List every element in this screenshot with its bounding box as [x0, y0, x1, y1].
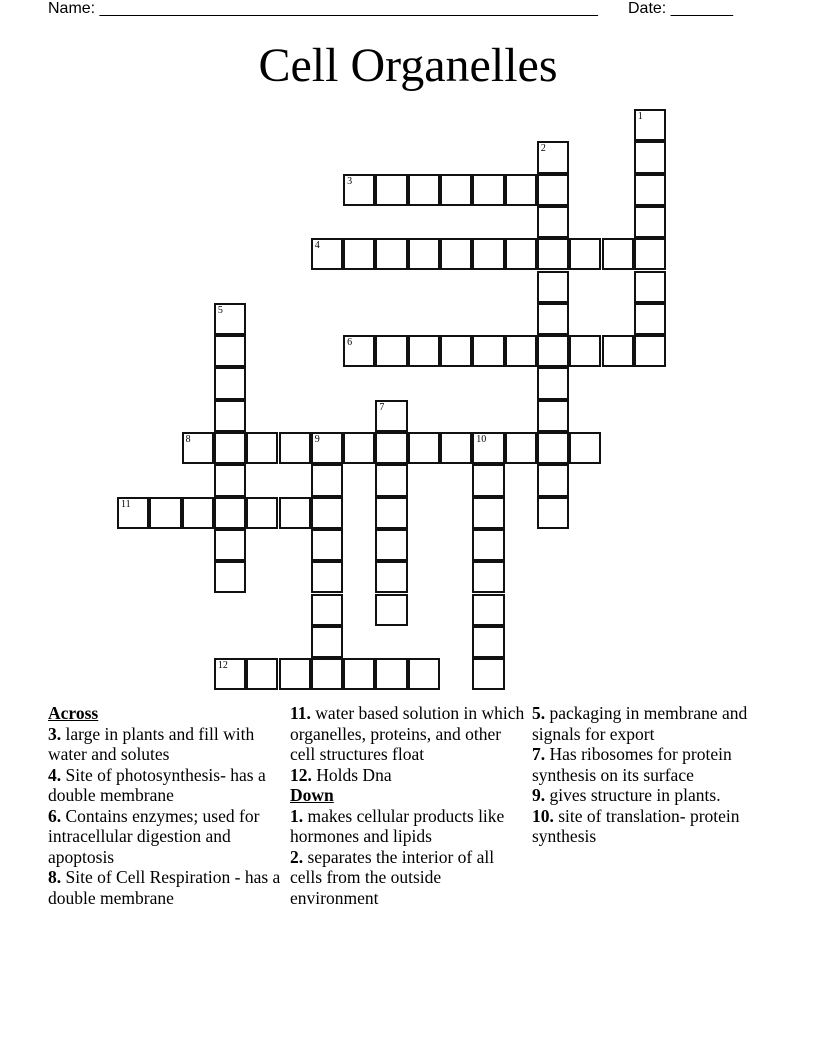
grid-cell[interactable]	[408, 335, 440, 367]
grid-cell[interactable]	[343, 658, 375, 690]
grid-cell[interactable]	[505, 335, 537, 367]
clue-text: large in plants and fill with water and solutes	[48, 723, 255, 764]
grid-cell[interactable]	[214, 497, 246, 529]
clue-number-label: 6	[347, 337, 353, 349]
clue-text: water based solution in which organelles, proteins, and other cell structures float	[290, 703, 525, 764]
down-clue	[290, 847, 530, 909]
clue-text: Contains enzymes; used for intracellular digestion and apoptosis	[48, 805, 260, 867]
grid-cell[interactable]	[214, 400, 246, 432]
clue-number-label: 9	[314, 434, 320, 445]
clue-text: site of translation- protein synthesis	[532, 805, 740, 846]
grid-cell[interactable]	[472, 174, 504, 206]
grid-cell[interactable]	[634, 206, 666, 238]
grid-cell[interactable]	[375, 174, 407, 206]
clue-number-label: 1	[637, 111, 643, 122]
grid-cell[interactable]	[537, 432, 569, 464]
grid-cell[interactable]	[569, 238, 601, 270]
clue-number: 11.	[290, 703, 311, 723]
grid-cell[interactable]	[537, 238, 569, 270]
grid-cell[interactable]	[408, 174, 440, 206]
grid-cell[interactable]	[246, 658, 278, 690]
grid-cell[interactable]	[311, 238, 343, 270]
across-heading: Across	[48, 703, 99, 723]
clue-number: 8.	[48, 867, 62, 887]
grid-cell[interactable]	[375, 497, 407, 529]
name-line[interactable]: ________________________________________________________	[99, 0, 598, 17]
down-clue	[532, 806, 762, 847]
grid-cell[interactable]	[214, 464, 246, 496]
grid-cell[interactable]	[472, 238, 504, 270]
grid-cell[interactable]	[375, 529, 407, 561]
clue-number-label: 3	[347, 175, 353, 187]
grid-cell[interactable]	[375, 238, 407, 270]
grid-cell[interactable]	[569, 335, 601, 367]
down-heading: Down	[290, 785, 334, 805]
grid-cell[interactable]	[602, 335, 634, 367]
grid-cell[interactable]	[537, 497, 569, 529]
grid-cell[interactable]	[343, 335, 375, 367]
clue-number: 12.	[290, 764, 312, 785]
date-field[interactable]	[628, 0, 733, 18]
grid-cell[interactable]	[634, 109, 666, 141]
grid-cell[interactable]	[472, 529, 504, 561]
grid-cell[interactable]	[440, 174, 472, 206]
clue-text: makes cellular products like hormones and lipids	[290, 805, 505, 846]
grid-cell[interactable]	[343, 174, 375, 206]
clue-number: 9.	[532, 785, 546, 805]
grid-cell[interactable]	[279, 497, 311, 529]
grid-cell[interactable]	[440, 238, 472, 270]
grid-cell[interactable]	[472, 497, 504, 529]
across-clue	[290, 765, 530, 786]
clue-number: 7.	[532, 744, 546, 764]
grid-cell[interactable]	[537, 174, 569, 206]
grid-cell[interactable]	[214, 303, 246, 335]
grid-cell[interactable]	[472, 464, 504, 496]
grid-cell[interactable]	[246, 497, 278, 529]
clue-text: Holds Dna	[311, 764, 392, 785]
grid-cell[interactable]	[537, 335, 569, 367]
grid-cell[interactable]	[214, 367, 246, 399]
clue-number: 2.	[290, 846, 304, 867]
clue-text: separates the interior of all cells from the outside environment	[290, 846, 495, 908]
grid-cell[interactable]	[472, 594, 504, 626]
grid-cell[interactable]	[634, 174, 666, 206]
clue-number: 6.	[48, 805, 62, 826]
grid-cell[interactable]	[311, 594, 343, 626]
grid-cell[interactable]	[408, 658, 440, 690]
across-clue	[290, 703, 530, 765]
grid-cell[interactable]	[537, 303, 569, 335]
grid-cell[interactable]	[537, 206, 569, 238]
grid-cell[interactable]	[408, 432, 440, 464]
across-clue	[48, 806, 288, 868]
grid-cell[interactable]	[472, 658, 504, 690]
grid-cell[interactable]	[634, 271, 666, 303]
grid-cell[interactable]	[375, 561, 407, 593]
clue-number: 10.	[532, 805, 554, 826]
grid-cell[interactable]	[214, 529, 246, 561]
clue-number: 5.	[532, 703, 546, 723]
name-label: Name:	[48, 0, 100, 17]
grid-cell[interactable]	[537, 400, 569, 432]
grid-cell[interactable]	[311, 658, 343, 690]
grid-cell[interactable]	[214, 561, 246, 593]
clue-text: Site of photosynthesis- has a double membrane	[48, 764, 266, 805]
grid-cell[interactable]	[537, 367, 569, 399]
clue-number-label: 11	[121, 498, 131, 510]
clue-number: 1.	[290, 805, 304, 826]
grid-cell[interactable]	[375, 464, 407, 496]
grid-cell[interactable]	[375, 658, 407, 690]
grid-cell[interactable]	[375, 432, 407, 464]
grid-cell[interactable]	[311, 464, 343, 496]
grid-cell[interactable]	[440, 335, 472, 367]
date-label: Date:	[628, 0, 671, 17]
grid-cell[interactable]	[408, 238, 440, 270]
clue-number-label: 10	[476, 434, 487, 445]
across-clue	[48, 765, 288, 806]
grid-cell[interactable]	[279, 658, 311, 690]
grid-cell[interactable]	[214, 335, 246, 367]
clue-number: 3.	[48, 723, 62, 744]
grid-cell[interactable]	[569, 432, 601, 464]
grid-cell[interactable]	[375, 400, 407, 432]
down-clue	[290, 806, 530, 847]
grid-cell[interactable]	[505, 432, 537, 464]
clues-column-3	[532, 703, 762, 847]
grid-cell[interactable]	[537, 464, 569, 496]
grid-cell[interactable]	[279, 432, 311, 464]
page-title: Cell Organelles	[258, 39, 558, 92]
grid-cell[interactable]	[505, 174, 537, 206]
grid-cell[interactable]	[311, 432, 343, 464]
clue-number-label: 12	[217, 660, 228, 672]
grid-cell[interactable]	[214, 432, 246, 464]
clue-text: gives structure in plants.	[545, 785, 721, 805]
clue-text: Site of Cell Respiration - has a double membrane	[48, 867, 281, 908]
down-clue	[532, 703, 762, 744]
name-field[interactable]	[48, 0, 598, 18]
clue-number-label: 2	[540, 143, 546, 155]
grid-cell[interactable]	[182, 432, 214, 464]
grid-cell[interactable]	[149, 497, 181, 529]
grid-cell[interactable]	[214, 658, 246, 690]
clue-number-label: 4	[314, 240, 320, 252]
across-clue	[48, 724, 288, 765]
grid-cell[interactable]	[311, 529, 343, 561]
across-clue	[48, 867, 288, 908]
clue-text: Has ribosomes for protein synthesis on its surface	[532, 744, 732, 785]
grid-cell[interactable]	[634, 141, 666, 173]
grid-cell[interactable]	[472, 626, 504, 658]
clues-column-1	[48, 703, 288, 908]
grid-cell[interactable]	[440, 432, 472, 464]
grid-cell[interactable]	[375, 335, 407, 367]
grid-cell[interactable]	[343, 432, 375, 464]
grid-cell[interactable]	[343, 238, 375, 270]
grid-cell[interactable]	[311, 561, 343, 593]
grid-cell[interactable]	[537, 141, 569, 173]
grid-cell[interactable]	[472, 432, 504, 464]
grid-cell[interactable]	[311, 497, 343, 529]
grid-cell[interactable]	[472, 561, 504, 593]
grid-cell[interactable]	[246, 432, 278, 464]
clue-number-label: 7	[379, 401, 385, 413]
down-clue	[532, 785, 762, 806]
clue-number-label: 5	[217, 304, 223, 316]
clue-number: 4.	[48, 764, 62, 785]
grid-cell[interactable]	[634, 335, 666, 367]
grid-cell[interactable]	[537, 271, 569, 303]
grid-cell[interactable]	[634, 303, 666, 335]
grid-cell[interactable]	[634, 238, 666, 270]
grid-cell[interactable]	[505, 238, 537, 270]
grid-cell[interactable]	[602, 238, 634, 270]
grid-cell[interactable]	[117, 497, 149, 529]
grid-cell[interactable]	[375, 594, 407, 626]
clue-number-label: 8	[185, 434, 191, 445]
clue-text: packaging in membrane and signals for export	[532, 703, 748, 744]
date-line[interactable]: _______	[670, 0, 733, 17]
grid-cell[interactable]	[182, 497, 214, 529]
clues-column-2	[290, 703, 530, 908]
grid-cell[interactable]	[472, 335, 504, 367]
grid-cell[interactable]	[311, 626, 343, 658]
down-clue	[532, 744, 762, 785]
